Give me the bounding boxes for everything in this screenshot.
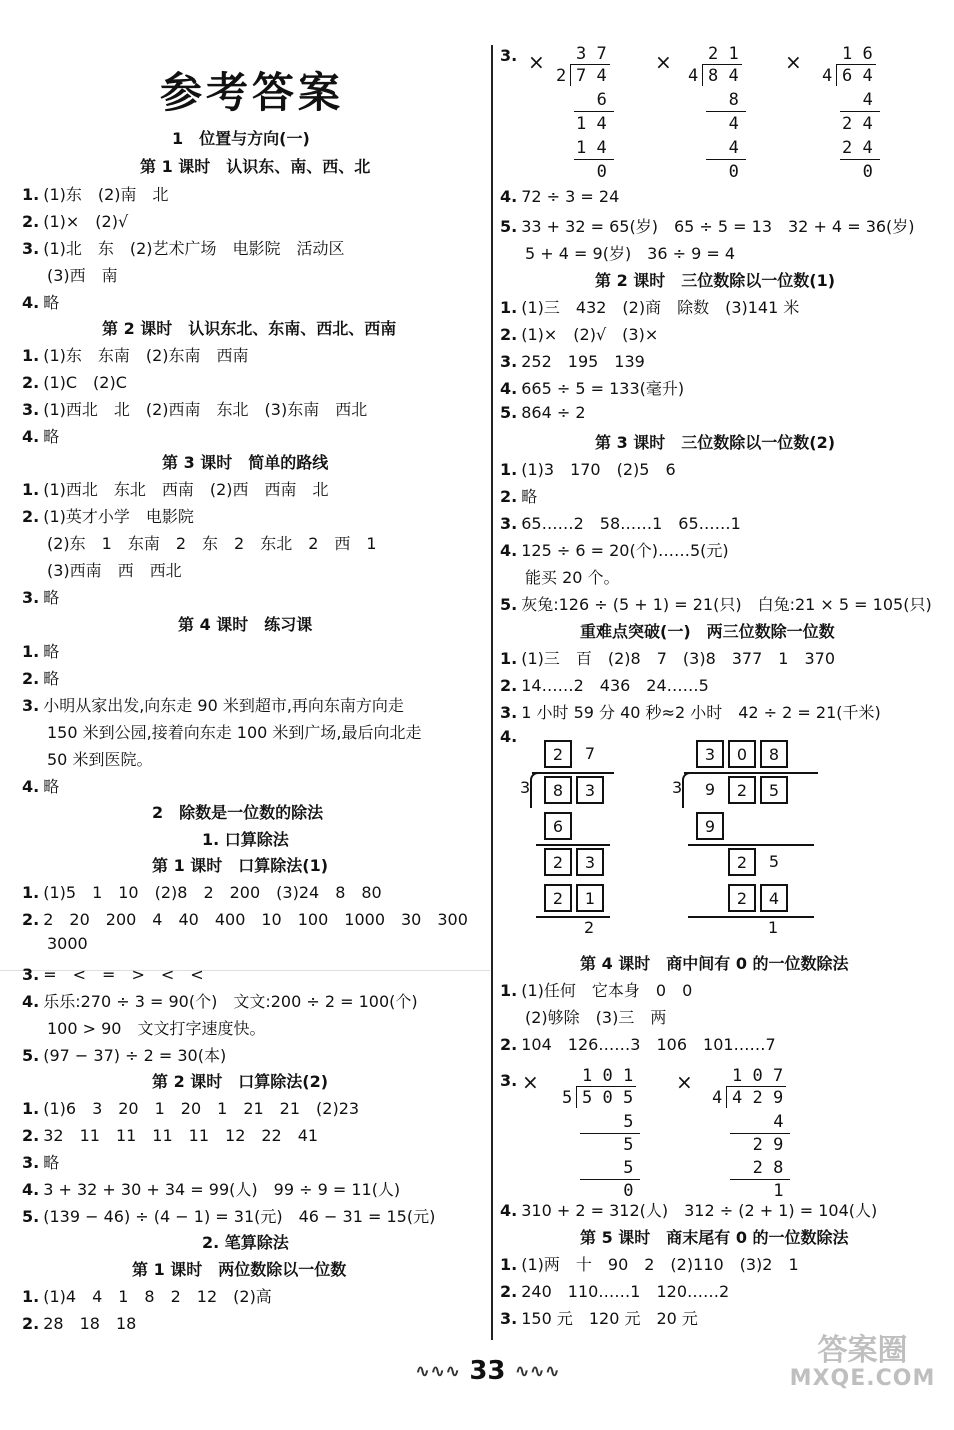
right-item-number: 1. [500,460,518,479]
watermark-url: MXQE.COM [789,1365,936,1391]
right-item-text: 125 ÷ 6 = 20(个)……5(元) [521,541,729,560]
left-answer-line [22,343,249,366]
left-heading: 第 4 课时 练习课 [178,615,313,634]
right-item-text: 310 + 2 = 312(人) 312 ÷ (2 + 1) = 104(人) [521,1201,878,1220]
left-item-number: 2. [22,669,40,688]
remainder: 1 [768,918,779,937]
left-item-number: 4. [22,1180,40,1199]
left-item-text: 略 [43,588,60,607]
subtraction-line [840,111,880,112]
right-item-text: (1)× (2)√ (3)× [521,325,659,344]
dividend: 5 0 5 [582,1088,634,1108]
left-heading: 1. 口算除法 [202,830,289,849]
right-item-number: 4. [500,727,518,746]
digit-box: 1 [576,884,604,912]
left-item-number: 3. [22,1153,40,1172]
division-row: 6 [596,90,607,110]
left-answer-line [22,370,127,393]
division-row: 4 [728,138,739,158]
digit-box: 2 [728,776,756,804]
left-answer-line [22,989,418,1012]
right-answer-line [500,457,676,480]
left-item-text: 32 11 11 11 11 12 22 41 [43,1126,319,1145]
digit-box: 2 [544,740,572,768]
left-answer-line [22,639,59,662]
right-item-text: (1)两 十 90 2 (2)110 (3)2 1 [521,1255,799,1274]
division-bar [576,1086,636,1087]
left-answer-line [22,397,367,420]
right-answer-line [500,1306,698,1329]
right-answer-line [500,1198,877,1221]
division-bracket [576,1086,577,1108]
left-item-number: 2. [22,212,40,231]
left-answer-line [22,1123,318,1146]
right-item-number: 4. [500,379,518,398]
right-answer-line [500,646,835,669]
left-item-number: 4. [22,427,40,446]
digit-box: 5 [760,776,788,804]
quotient: 1 6 [842,44,873,64]
left-item-text: (1)北 东 (2)艺术广场 电影院 活动区 [43,239,345,258]
left-heading: 第 3 课时 简单的路线 [162,453,329,472]
left-item-text: (1)6 3 20 1 20 1 21 21 (2)23 [43,1099,360,1118]
right-heading: 第 4 课时 商中间有 0 的一位数除法 [580,954,849,973]
left-item-text: (1)东 (2)南 北 [43,185,169,204]
digit: 9 [704,780,716,799]
left-item-text: (1)东 东南 (2)东南 西南 [43,346,249,365]
right-heading: 第 5 课时 商末尾有 0 的一位数除法 [580,1228,849,1247]
left-item-text: = < = > < < [43,965,204,984]
divisor: 3 [520,778,531,797]
division-row: 4 [728,114,739,134]
digit-box: 9 [696,812,724,840]
left-item-number: 3. [22,239,40,258]
left-item-text: (1)× (2)√ [43,212,129,231]
left-answer-line [22,1204,435,1227]
division-bar [570,64,610,65]
left-heading: 第 1 课时 两位数除以一位数 [132,1260,347,1279]
left-item-number: 5. [22,1046,40,1065]
digit-box: 3 [576,848,604,876]
cross-mark: × [785,50,802,74]
right-item-number: 2. [500,676,518,695]
division-row: 4 [773,1112,784,1132]
right-item-number: 4. [500,541,518,560]
right-item-text: 33 + 32 = 65(岁) 65 ÷ 5 = 13 32 + 4 = 36(岁) [521,217,915,236]
quotient: 1 0 1 [582,1066,634,1086]
left-answer-line [22,477,329,500]
right-answer-line [500,592,932,615]
right-item-number: 5. [500,595,518,614]
cross-mark: × [528,50,545,74]
right-item-number: 2. [500,325,518,344]
left-continuation: (2)东 1 东南 2 东 2 东北 2 西 1 [47,534,377,553]
right-answer-line [500,214,915,237]
division-bracket [682,772,694,808]
subtraction-line [536,916,610,918]
watermark-logo [780,1335,945,1390]
right-heading: 第 2 课时 三位数除以一位数(1) [595,271,836,290]
left-continuation: 100 > 90 文文打字速度快。 [47,1019,266,1038]
quotient: 2 1 [708,44,739,64]
left-item-number: 1. [22,346,40,365]
right-item-text: 72 ÷ 3 = 24 [521,187,620,206]
right-item-number: 4. [500,1201,518,1220]
right-answer-line [500,1071,521,1090]
digit-box: 3 [696,740,724,768]
left-item-number: 1. [22,480,40,499]
left-item-number: 3. [22,400,40,419]
right-answer-line [500,322,658,345]
right-item-number: 5. [500,403,518,422]
right-answer-line [500,978,692,1001]
left-item-text: 28 18 18 [43,1314,137,1333]
page-number [415,1356,560,1386]
division-bar [684,772,818,774]
left-answer-line [22,774,59,797]
right-continuation: 能买 20 个。 [525,568,620,587]
division-bar [702,64,742,65]
division-bar [726,1086,786,1087]
divisor: 5 [562,1088,573,1108]
left-heading: 第 2 课时 认识东北、东南、西北、西南 [102,319,397,338]
left-item-text: 略 [43,642,60,661]
left-item-number: 4. [22,777,40,796]
subtraction-line [730,1133,790,1134]
right-item-text: 14……2 436 24……5 [521,676,709,695]
digit: 7 [584,744,596,763]
digit-box: 3 [576,776,604,804]
division-bracket [836,64,837,86]
right-item-number: 5. [500,217,518,236]
left-item-number: 3. [22,696,40,715]
right-item-number: 2. [500,487,518,506]
right-answer-line [500,511,741,534]
division-row: 1 4 [576,114,607,134]
subtraction-line [574,111,614,112]
left-item-number: 4. [22,293,40,312]
division-row: 2 4 [842,138,873,158]
right-item-number: 3. [500,352,518,371]
digit-box: 6 [544,812,572,840]
left-answer-line [22,666,59,689]
left-answer-line [22,424,59,447]
right-answer-line [500,538,729,561]
right-item-text: 665 ÷ 5 = 133(毫升) [521,379,685,398]
left-answer-line [22,880,382,903]
subtraction-line [840,159,880,160]
right-item-text: (1)三 432 (2)商 除数 (3)141 米 [521,298,800,317]
right-answer-line [500,727,521,746]
left-item-number: 1. [22,642,40,661]
left-answer-line [22,1311,136,1334]
subtraction-line [580,1179,640,1180]
divisor: 4 [822,66,833,86]
footer-ornament-left: ∿∿∿ [415,1361,461,1382]
left-continuation: 150 米到公园,接着向东走 100 米到广场,最后向北走 [47,723,422,742]
subtraction-line [706,159,746,160]
subtraction-line [706,111,746,112]
right-item-number: 3. [500,1309,518,1328]
left-item-number: 2. [22,373,40,392]
left-item-number: 1. [22,1287,40,1306]
digit-box: 2 [544,848,572,876]
right-answer-line [500,673,709,696]
subtraction-line [688,844,814,846]
right-answer-line [500,403,586,422]
left-continuation: 50 米到医院。 [47,750,153,769]
remainder: 2 [584,918,595,937]
digit-box: 2 [728,884,756,912]
left-continuation: 3000 [47,934,88,953]
left-heading: 第 2 课时 口算除法(2) [152,1072,329,1091]
left-answer-line [22,290,59,313]
left-item-text: 3 + 32 + 30 + 34 = 99(人) 99 ÷ 9 = 11(人) [43,1180,401,1199]
left-item-number: 2. [22,1314,40,1333]
left-answer-line [22,693,404,716]
left-item-number: 4. [22,992,40,1011]
subtraction-line [574,159,614,160]
right-answer-line [500,1279,729,1302]
left-heading: 第 1 课时 口算除法(1) [152,856,329,875]
left-item-number: 2. [22,507,40,526]
left-item-number: 3. [22,965,40,984]
division-row: 2 4 [842,114,873,134]
right-item-number: 4. [500,187,518,206]
right-item-number: 1. [500,1255,518,1274]
left-item-text: 略 [43,669,60,688]
left-heading: 1 位置与方向(一) [172,129,310,148]
division-bracket [702,64,703,86]
right-item-number: 3. [500,703,518,722]
left-item-number: 5. [22,1207,40,1226]
watermark-text: 答案圈 [817,1333,908,1368]
right-item-number: 3. [500,1071,518,1090]
right-item-text: 104 126……3 106 101……7 [521,1035,776,1054]
divisor: 4 [688,66,699,86]
left-item-text: 略 [43,1153,60,1172]
right-item-text: (1)三 百 (2)8 7 (3)8 377 1 370 [521,649,836,668]
left-item-number: 3. [22,588,40,607]
left-answer-line [22,1177,400,1200]
division-row: 4 [862,90,873,110]
cross-mark: × [676,1070,693,1094]
right-continuation: 5 + 4 = 9(岁) 36 ÷ 9 = 4 [525,244,736,263]
division-row: 5 [623,1112,634,1132]
right-item-text: 864 ÷ 2 [521,403,586,422]
right-continuation: (2)够除 (3)三 两 [525,1008,667,1027]
dividend: 7 4 [576,66,607,86]
left-answer-line [22,209,128,232]
digit-box: 2 [728,848,756,876]
subtraction-line [688,916,814,918]
right-answer-line [500,376,684,399]
left-answer-line [22,962,204,985]
divisor: 2 [556,66,567,86]
page-number-value: 33 [469,1356,506,1386]
divisor: 3 [672,778,683,797]
right-answer-line [500,700,881,723]
digit: 5 [768,852,780,871]
left-item-text: (1)西北 北 (2)西南 东北 (3)东南 西北 [43,400,368,419]
left-item-number: 2. [22,910,40,929]
left-answer-line [22,236,345,259]
left-item-number: 1. [22,185,40,204]
left-item-text: 略 [43,777,60,796]
left-answer-line [22,1150,59,1173]
digit-box: 4 [760,884,788,912]
digit-box: 0 [728,740,756,768]
right-item-text: 252 195 139 [521,352,645,371]
left-answer-line [22,1043,226,1066]
right-answer-line [500,295,799,318]
right-item-text: 略 [521,487,538,506]
left-item-text: (97 − 37) ÷ 2 = 30(本) [43,1046,227,1065]
right-answer-line [500,1252,799,1275]
right-answer-line [500,1032,776,1055]
right-item-number: 1. [500,298,518,317]
right-item-number: 2. [500,1282,518,1301]
subtraction-line [580,1133,640,1134]
division-bracket [530,772,542,808]
division-row: 1 [773,1181,784,1201]
left-item-number: 2. [22,1126,40,1145]
left-heading: 2. 笔算除法 [202,1233,289,1252]
left-item-text: 略 [43,427,60,446]
left-item-text: (1)4 4 1 8 2 12 (2)高 [43,1287,272,1306]
right-answer-line [500,349,645,372]
left-continuation: (3)西 南 [47,266,118,285]
left-item-text: (1)5 1 10 (2)8 2 200 (3)24 8 80 [43,883,382,902]
left-answer-line [22,1284,272,1307]
division-row: 2 9 [752,1135,784,1155]
left-answer-line [22,182,169,205]
left-answer-line [22,504,194,527]
division-row: 0 [728,162,739,182]
left-item-text: 2 20 200 4 40 400 10 100 1000 30 300 [43,910,468,929]
page-title: 参考答案 [160,68,345,117]
right-item-number: 3. [500,46,518,65]
left-answer-line [22,907,468,930]
division-row: 0 [623,1181,634,1201]
dividend: 8 4 [708,66,739,86]
left-item-text: (1)C (2)C [43,373,127,392]
digit-box: 8 [544,776,572,804]
right-answer-line [500,46,521,65]
subtraction-line [730,1179,790,1180]
footer-ornament-right: ∿∿∿ [514,1361,560,1382]
divisor: 4 [712,1088,723,1108]
dividend: 4 2 9 [732,1088,784,1108]
column-divider [491,45,493,1340]
division-bracket [570,64,571,86]
right-answer-line [500,484,537,507]
right-item-number: 1. [500,981,518,1000]
right-item-text: 灰兔:126 ÷ (5 + 1) = 21(只) 白兔:21 × 5 = 105(只) [521,595,932,614]
right-item-number: 2. [500,1035,518,1054]
subtraction-line [536,844,610,846]
right-item-text: (1)3 170 (2)5 6 [521,460,676,479]
division-bracket [726,1086,727,1108]
digit-box: 2 [544,884,572,912]
left-item-text: (1)西北 东北 西南 (2)西 西南 北 [43,480,329,499]
right-heading: 第 3 课时 三位数除以一位数(2) [595,433,836,452]
division-row: 5 [623,1158,634,1178]
left-item-number: 1. [22,1099,40,1118]
left-item-text: (1)英才小学 电影院 [43,507,194,526]
right-item-text: 65……2 58……1 65……1 [521,514,741,533]
quotient: 1 0 7 [732,1066,784,1086]
left-item-text: (139 − 46) ÷ (4 − 1) = 31(元) 46 − 31 = 15(元) [43,1207,436,1226]
left-heading: 第 1 课时 认识东、南、西、北 [140,157,371,176]
cross-mark: × [522,1070,539,1094]
digit-box: 8 [760,740,788,768]
right-item-text: 150 元 120 元 20 元 [521,1309,698,1328]
division-row: 1 4 [576,138,607,158]
dividend: 6 4 [842,66,873,86]
division-bar [836,64,876,65]
right-item-number: 1. [500,649,518,668]
right-heading: 重难点突破(一) 两三位数除一位数 [580,622,835,641]
division-row: 0 [596,162,607,182]
cross-mark: × [655,50,672,74]
quotient: 3 7 [576,44,607,64]
right-item-number: 3. [500,514,518,533]
division-bar [532,772,614,774]
left-item-text: 略 [43,293,60,312]
left-item-text: 小明从家出发,向东走 90 米到超市,再向东南方向走 [43,696,404,715]
right-item-text: (1)任何 它本身 0 0 [521,981,693,1000]
left-answer-line [22,585,59,608]
division-row: 8 [728,90,739,110]
left-item-text: 乐乐:270 ÷ 3 = 90(个) 文文:200 ÷ 2 = 100(个) [43,992,418,1011]
division-row: 0 [862,162,873,182]
left-answer-line [22,1096,359,1119]
division-row: 5 [623,1135,634,1155]
right-answer-line [500,187,619,206]
left-continuation: (3)西南 西 西北 [47,561,182,580]
right-item-text: 240 110……1 120……2 [521,1282,730,1301]
left-heading: 2 除数是一位数的除法 [152,803,324,822]
left-item-number: 1. [22,883,40,902]
right-item-text: 1 小时 59 分 40 秒≈2 小时 42 ÷ 2 = 21(千米) [521,703,881,722]
division-row: 2 8 [752,1158,784,1178]
